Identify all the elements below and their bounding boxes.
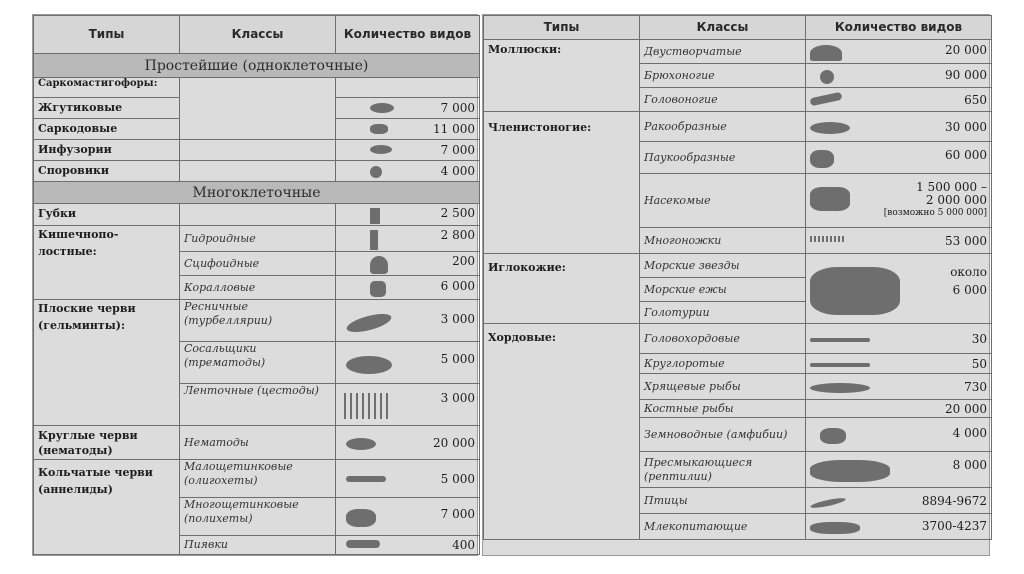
class-crustacea: Ракообразные: [640, 112, 806, 142]
coral-icon: [370, 281, 386, 297]
count-hirudinea: 400: [452, 538, 475, 552]
count-cephalopoda: 650: [964, 92, 987, 107]
class-myriapoda: Многоножки: [640, 228, 806, 254]
squid-icon: [810, 91, 843, 105]
class-mammalia: Млекопитающие: [640, 514, 806, 540]
type-echinoderms: Иглокожие:: [484, 254, 640, 324]
class-scyphozoa: Сцифоидные: [180, 252, 336, 276]
class-cyclostomata: Круглоротые: [640, 354, 806, 374]
type-sarcomastigophora: Саркомастигофоры:: [34, 78, 180, 98]
sporozoan-icon: [370, 166, 382, 178]
left-species-table: [33, 15, 480, 555]
type-sarcodina: Саркодовые: [34, 119, 180, 140]
class-insecta: Насекомые: [640, 174, 806, 228]
type-arthropods: Членистоногие:: [484, 112, 640, 254]
type-annelids: Кольчатые черви (аннелиды): [34, 460, 180, 555]
count-reptilia: 8 000: [952, 457, 987, 472]
snail-icon: [820, 70, 834, 84]
lamprey-icon: [810, 363, 870, 367]
insects-icon: [810, 187, 850, 211]
count-insecta-note: [возможно 5 000 000]: [883, 208, 987, 218]
class-cephalopoda: Головоногие: [640, 88, 806, 112]
frog-icon: [820, 428, 846, 444]
type-sponges: Губки: [34, 204, 180, 226]
count-osteichthyes: 20 000: [945, 401, 987, 416]
count-sarcodina: 11 000: [433, 122, 475, 136]
type-flatworms: Плоские черви (гельминты):: [34, 300, 180, 426]
header-count: Количество видов: [336, 16, 480, 54]
echinoderms-count-label: около: [950, 264, 987, 279]
header-types-right: Типы: [484, 16, 640, 40]
right-table-page: [482, 14, 990, 556]
lancelet-icon: [810, 338, 870, 342]
header-classes-right: Классы: [640, 16, 806, 40]
count-scyphozoa: 200: [452, 253, 475, 268]
ciliate-icon: [370, 145, 392, 154]
class-asteroidea: Морские звезды: [640, 254, 806, 278]
count-turbellaria: 3 000: [440, 311, 475, 326]
reptile-icon: [810, 460, 890, 482]
class-trematoda: Сосальщики (трематоды): [180, 342, 336, 384]
count-bivalvia: 20 000: [945, 42, 987, 57]
count-amphibia: 4 000: [952, 425, 987, 440]
shrimp-icon: [810, 122, 850, 134]
count-insecta-line2: 2 000 000: [925, 193, 987, 207]
polychaete-icon: [346, 509, 376, 527]
class-hydrozoa: Гидроидные: [180, 226, 336, 252]
type-mollusks: Моллюски:: [484, 40, 640, 112]
sponge-icon: [370, 208, 380, 224]
count-cyclostomata: 50: [971, 356, 987, 371]
class-gastropoda: Брюхоногие: [640, 64, 806, 88]
type-cnidaria: Кишечнопо-лостные:: [34, 226, 180, 300]
count-crustacea: 30 000: [945, 119, 987, 134]
count-ciliates: 7 000: [440, 143, 475, 157]
count-echinoderms: 6 000: [952, 282, 987, 297]
count-arachnida: 60 000: [945, 147, 987, 162]
count-chondrichthyes: 730: [964, 379, 987, 394]
count-gastropoda: 90 000: [945, 67, 987, 82]
mammal-icon: [810, 522, 860, 534]
count-sporozoa: 4 000: [440, 164, 475, 178]
class-arachnida: Паукообразные: [640, 142, 806, 174]
count-trematoda: 5 000: [440, 351, 475, 366]
type-chordates: Хордовые:: [484, 324, 640, 540]
count-mammalia: 3700-4237: [921, 519, 987, 533]
shark-icon: [810, 383, 870, 393]
count-flagellates: 7 000: [440, 101, 475, 115]
flagellate-icon: [370, 103, 394, 113]
starfish-icon: [810, 267, 900, 315]
class-nematoda: Нематоды: [180, 426, 336, 460]
class-cestoda: Ленточные (цестоды): [180, 384, 336, 426]
type-roundworms: Круглые черви (нематоды): [34, 426, 180, 460]
hydra-icon: [370, 230, 378, 250]
class-amphibia: Земноводные (амфибии): [640, 418, 806, 452]
class-bivalvia: Двустворчатые: [640, 40, 806, 64]
nematode-icon: [346, 438, 376, 450]
header-types: Типы: [34, 16, 180, 54]
spider-icon: [810, 150, 834, 168]
class-cephalochordata: Головохордовые: [640, 324, 806, 354]
count-anthozoa: 6 000: [440, 278, 475, 293]
header-count-right: Количество видов: [806, 16, 992, 40]
count-sponges: 2 500: [440, 205, 475, 220]
left-table-page: [32, 14, 478, 556]
type-ciliates: Инфузории: [34, 140, 180, 161]
bird-icon: [810, 496, 846, 509]
count-oligochaeta: 5 000: [440, 471, 475, 486]
class-anthozoa: Коралловые: [180, 276, 336, 300]
class-reptilia: Пресмыкающиеся (рептилии): [640, 452, 806, 488]
class-chondrichthyes: Хрящевые рыбы: [640, 374, 806, 400]
count-cephalochordata: 30: [971, 331, 987, 346]
bivalve-icon: [810, 45, 842, 61]
class-echinoidea: Морские ежы: [640, 278, 806, 302]
amoeba-icon: [370, 124, 388, 134]
class-aves: Птицы: [640, 488, 806, 514]
count-myriapoda: 53 000: [945, 233, 987, 248]
class-polychaeta: Многощетинковые (полихеты): [180, 498, 336, 536]
tapeworm-icon: [344, 393, 388, 419]
leech-icon: [346, 540, 380, 548]
class-hirudinea: Пиявки: [180, 536, 336, 555]
count-aves: 8894-9672: [921, 493, 987, 508]
count-nematoda: 20 000: [433, 435, 475, 450]
fluke-icon: [346, 356, 392, 374]
section-protozoa: Простейшие (одноклеточные): [34, 54, 480, 78]
earthworm-icon: [346, 476, 386, 482]
count-cestoda: 3 000: [440, 390, 475, 405]
count-hydrozoa: 2 800: [440, 227, 475, 242]
class-turbellaria: Ресничные (турбеллярии): [180, 300, 336, 342]
planarian-icon: [345, 310, 393, 335]
header-classes: Классы: [180, 16, 336, 54]
jellyfish-icon: [370, 256, 388, 274]
type-sporozoa: Споровики: [34, 161, 180, 182]
millipede-icon: [810, 236, 846, 242]
right-species-table: [483, 15, 992, 540]
count-insecta-line1: 1 500 000 –: [916, 180, 987, 194]
class-oligochaeta: Малощетинковые (олигохеты): [180, 460, 336, 498]
section-multicellular: Многоклеточные: [34, 182, 480, 204]
class-osteichthyes: Костные рыбы: [640, 400, 806, 418]
class-holothuroidea: Голотурии: [640, 302, 806, 324]
count-polychaeta: 7 000: [440, 506, 475, 521]
type-flagellates: Жгутиковые: [34, 98, 180, 119]
